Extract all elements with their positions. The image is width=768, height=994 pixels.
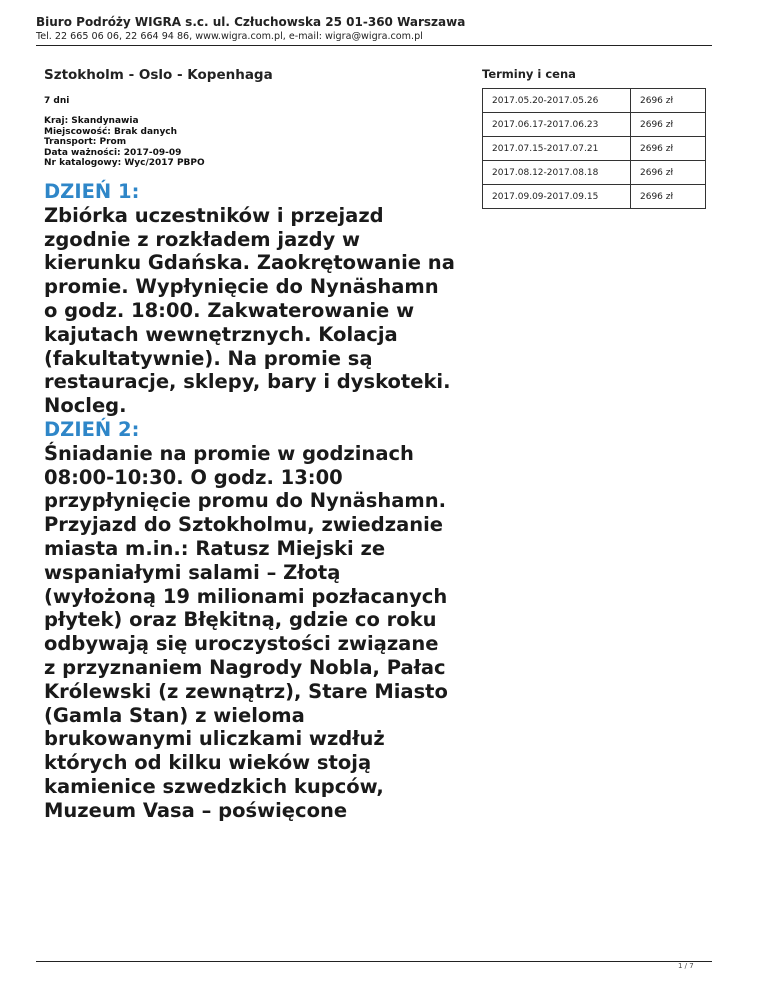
document-header bbox=[36, 14, 748, 43]
table-row bbox=[483, 113, 706, 137]
meta-country: Kraj: Skandynawia bbox=[44, 116, 139, 126]
term-date: 2017.08.12-2017.08.18 bbox=[483, 161, 631, 185]
day-2-text: Śniadanie na promie w godzinach 08:00-10:30. O godz. 13:00 przypłynięcie promu do Nynäshamn. Przyjazd do Sztokholmu, zwiedzanie miasta m.in.: Ratusz Miejski ze wspaniałymi salami – Złotą (wyłożoną 19 milionami pozłacanych płytek) oraz Błękitną, gdzie co roku odbywają się uroczystości związane z przyznaniem Nagrody Nobla, Pałac Królewski (z zewnątrz), Stare Miasto (Gamla Stan) z wieloma brukowanymi uliczkami wzdłuż których od kilku wieków stoją kamienice szwedzkich kupców, Muzeum Vasa – poświęcone bbox=[44, 441, 448, 822]
term-price: 2696 zł bbox=[631, 137, 706, 161]
term-date: 2017.06.17-2017.06.23 bbox=[483, 113, 631, 137]
term-date: 2017.09.09-2017.09.15 bbox=[483, 185, 631, 209]
term-date: 2017.05.20-2017.05.26 bbox=[483, 89, 631, 113]
table-row bbox=[483, 185, 706, 209]
page-number: 1 / 7 bbox=[678, 962, 694, 970]
day-2-title: DZIEŃ 2: bbox=[44, 417, 140, 441]
terms-title: Terminy i cena bbox=[482, 67, 576, 81]
meta-catalog-number: Nr katalogowy: Wyc/2017 PBPO bbox=[44, 158, 205, 168]
footer-divider bbox=[36, 961, 712, 962]
meta-location: Miejscowość: Brak danych bbox=[44, 126, 178, 137]
tour-program bbox=[44, 180, 456, 823]
meta-validity: Data ważności: 2017-09-09 bbox=[44, 147, 182, 158]
day-1-title: DZIEŃ 1: bbox=[44, 180, 140, 203]
term-price: 2696 zł bbox=[631, 89, 706, 113]
term-price: 2696 zł bbox=[631, 185, 706, 209]
terms-panel bbox=[482, 66, 706, 202]
terms-table bbox=[482, 88, 706, 209]
table-row bbox=[483, 161, 706, 185]
company-line: Biuro Podróży WIGRA s.c. ul. Człuchowska 25 01-360 Warszawa bbox=[36, 15, 466, 29]
contact-line: Tel. 22 665 06 06, 22 664 94 86, www.wigra.com.pl, e-mail: wigra@wigra.com.pl bbox=[36, 31, 423, 42]
tour-meta bbox=[44, 116, 464, 169]
tour-duration: 7 dni bbox=[44, 96, 70, 106]
table-row bbox=[483, 137, 706, 161]
term-price: 2696 zł bbox=[631, 161, 706, 185]
term-date: 2017.07.15-2017.07.21 bbox=[483, 137, 631, 161]
header-divider bbox=[36, 45, 712, 46]
tour-title: Sztokholm - Oslo - Kopenhaga bbox=[44, 67, 273, 83]
table-row bbox=[483, 89, 706, 113]
meta-transport: Transport: Prom bbox=[44, 137, 127, 147]
tour-info bbox=[44, 66, 464, 169]
term-price: 2696 zł bbox=[631, 113, 706, 137]
day-1-text: Zbiórka uczestników i przejazd zgodnie z rozkładem jazdy w kierunku Gdańska. Zaokrętowanie na promie. Wypłynięcie do Nynäshamn o godz. 18:00. Zakwaterowanie w kajutach wewnętrznych. Kolacja (fakultatywnie). Na promie są restauracje, sklepy, bary i dyskoteki. Nocleg. bbox=[44, 203, 455, 418]
